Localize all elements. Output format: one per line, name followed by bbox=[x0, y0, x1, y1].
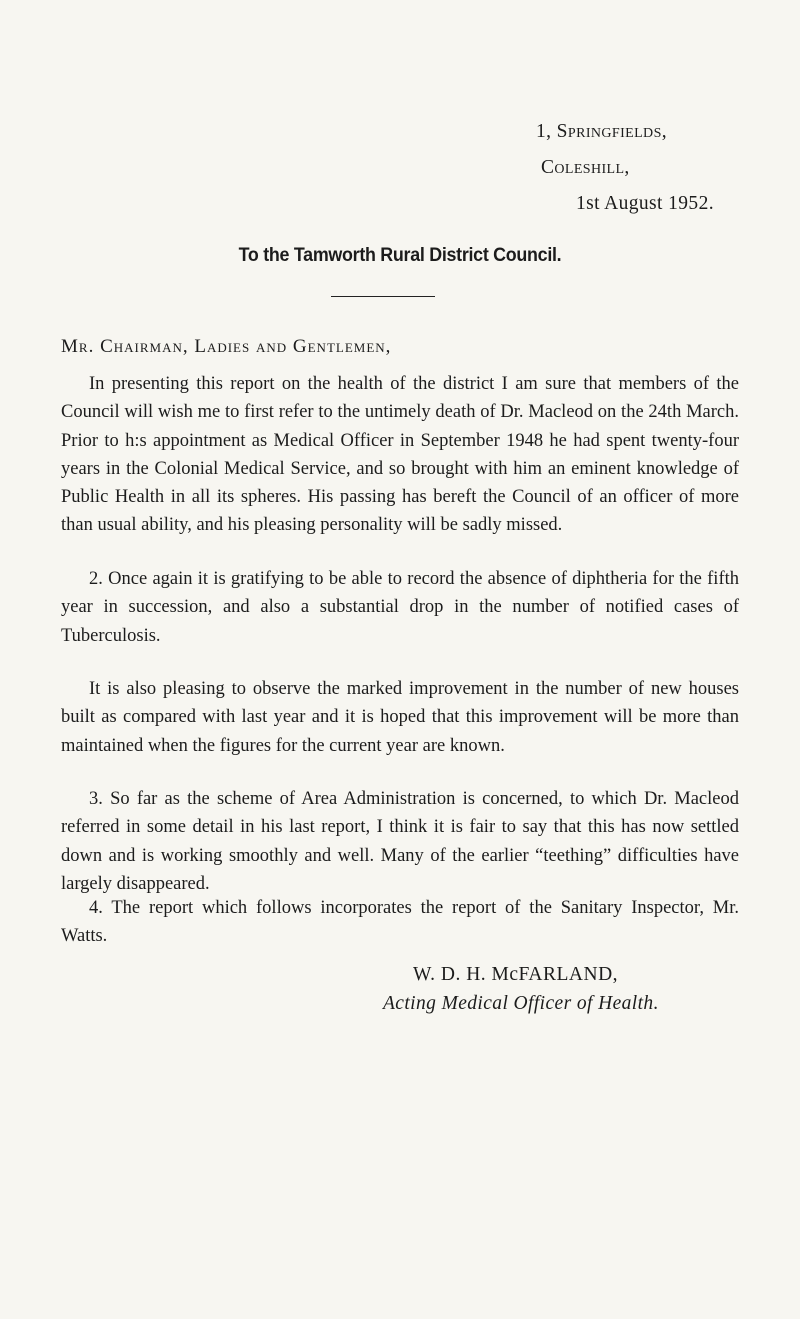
addressee-heading: To the Tamworth Rural District Council. bbox=[238, 245, 562, 266]
sender-address bbox=[536, 114, 714, 222]
paragraph-diphtheria: 2. Once again it is gratifying to be able to record the absence of diphtheria for the fifth year in succession, and also a substantial drop in the number of notified cases of Tuberculosis. bbox=[61, 569, 739, 646]
paragraph-area-administration: 3. So far as the scheme of Area Administration is concerned, to which Dr. Macleod referred in some detail in his last report, I think it is fair to say that this has now settled down and is working smoothly and well. Many of the earlier “teething” difficulties have largely disappeared. bbox=[61, 789, 739, 894]
divider-rule bbox=[331, 296, 435, 297]
paragraph-report-note: 4. The report which follows incorporates the report of the Sanitary Inspector, Mr. Watts. bbox=[61, 898, 739, 947]
address-line-town: Coleshill, bbox=[540, 157, 630, 178]
address-line-street: 1, Springfields, bbox=[535, 121, 668, 142]
signatory-name: W. D. H. McFARLAND, bbox=[413, 964, 619, 985]
letter-date: 1st August 1952. bbox=[575, 193, 714, 214]
signature-block bbox=[383, 960, 659, 1018]
paragraph-tribute: In presenting this report on the health of the district I am sure that members of the Council will wish me to first refer to the untimely death of Dr. Macleod on the 24th March. Prior to h:s appointment as Medical Officer in September 1948 he had spent twenty-four years in the Colonial Medical Service, and so brought with him an eminent knowledge of Public Health in all its spheres. His passing has bereft the Council of an officer of more than usual ability, and his pleasing personality will be sadly missed. bbox=[61, 374, 739, 536]
signatory-title: Acting Medical Officer of Health. bbox=[383, 993, 659, 1014]
salutation: Mr. Chairman, Ladies and Gentlemen, bbox=[61, 336, 392, 357]
paragraph-housing: It is also pleasing to observe the marked improvement in the number of new houses built as compared with last year and it is hoped that this improvement will be more than maintained when the figures for the current year are known. bbox=[61, 679, 739, 756]
